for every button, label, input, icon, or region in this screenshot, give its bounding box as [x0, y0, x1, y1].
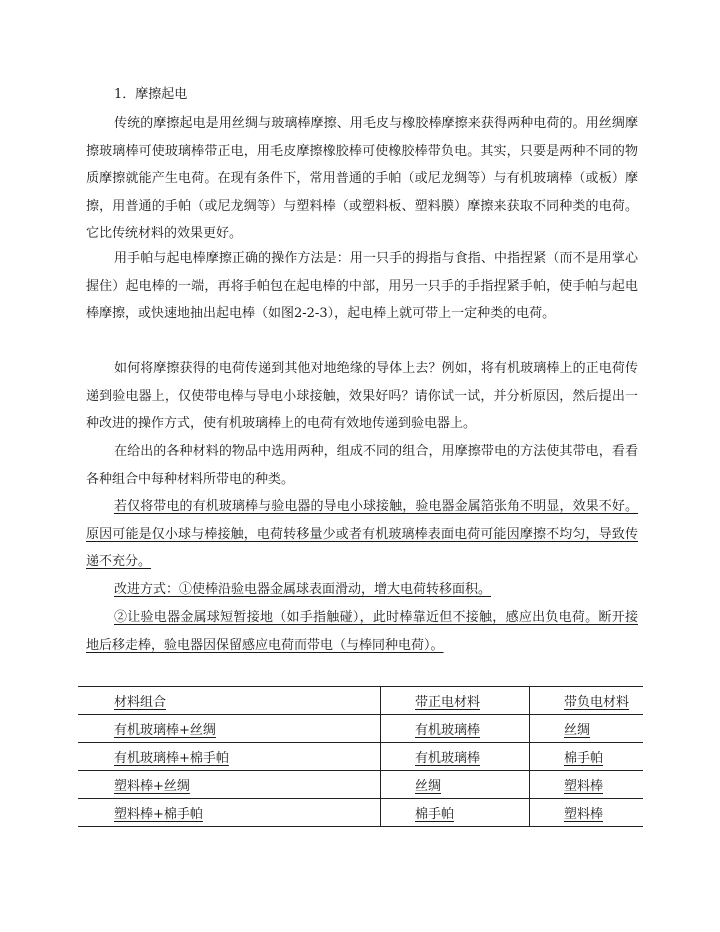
cell-combination: 塑料棒+丝绸 [78, 771, 381, 799]
cell-negative: 塑料棒 [530, 771, 644, 799]
header-positive: 带正电材料 [381, 687, 530, 715]
table-header-row [78, 687, 643, 715]
header-negative: 带负电材料 [530, 687, 644, 715]
cell-combination: 有机玻璃棒+丝绸 [78, 715, 381, 743]
table-row [78, 799, 643, 827]
table-row [78, 743, 643, 771]
cell-positive: 有机玻璃棒 [381, 715, 530, 743]
cell-negative: 塑料棒 [530, 799, 644, 827]
paragraph-charge-transfer-question: 如何将摩擦获得的电荷传递到其他对地绝缘的导体上去？例如，将有机玻璃棒上的正电荷传递到验电器上，仅使带电棒与导电小球接触，效果好吗？请你试一试，并分析原因，然后提出一种改进的操作方式，使有机玻璃棒上的电荷有效地传递到验电器上。 [86, 361, 638, 432]
header-combination: 材料组合 [78, 687, 381, 715]
paragraph-material-combination-task: 在给出的各种材料的物品中选用两种，组成不同的组合，用摩擦带电的方法使其带电，看看各种组合中每种材料所带电的种类。 [86, 444, 638, 487]
cell-negative: 棉手帕 [530, 743, 644, 771]
cell-positive: 丝绸 [381, 771, 530, 799]
answer-improvement-1: 改进方式：①使棒沿验电器金属球表面滑动，增大电荷转移面积。 [114, 582, 492, 597]
table-row [78, 771, 643, 799]
answer-improvement-2: ②让验电器金属球短暂接地（如手指触碰），此时棒靠近但不接触，感应出负电荷。断开接地后移走棒，验电器因保留感应电荷而带电（与棒同种电荷）。 [86, 610, 638, 653]
cell-negative: 丝绸 [530, 715, 644, 743]
cell-positive: 棉手帕 [381, 799, 530, 827]
table-row [78, 715, 643, 743]
paragraph-operation-method: 用手帕与起电棒摩擦正确的操作方法是：用一只手的拇指与食指、中指捏紧（而不是用掌心握住）起电棒的一端，再将手帕包在起电棒的中部，用另一只手的手指捏紧手帕，使手帕与起电棒摩擦，或快速地抽出起电棒（如图2-2-3），起电棒上就可带上一定种类的电荷。 [86, 251, 638, 322]
results-table [78, 686, 643, 827]
paragraph-traditional-friction: 传统的摩擦起电是用丝绸与玻璃棒摩擦、用毛皮与橡胶棒摩擦来获得两种电荷的。用丝绸摩擦玻璃棒可使玻璃棒带正电，用毛皮摩擦橡胶棒可使橡胶棒带负电。其实，只要是两种不同的物质摩擦就能产生电荷。在现有条件下，常用普通的手帕（或尼龙绸等）与有机玻璃棒（或板）摩擦，用普通的手帕（或尼龙绸等）与塑料棒（或塑料板、塑料膜）摩擦来获取不同种类的电荷。它比传统材料的效果更好。 [86, 116, 638, 242]
answer-analysis: 若仅将带电的有机玻璃棒与验电器的导电小球接触，验电器金属箔张角不明显，效果不好。原因可能是仅小球与棒接触，电荷转移量少或者有机玻璃棒表面电荷可能因摩擦不均匀，导致传递不充分。 [86, 499, 638, 570]
cell-combination: 有机玻璃棒+棉手帕 [78, 743, 381, 771]
cell-positive: 有机玻璃棒 [381, 743, 530, 771]
cell-combination: 塑料棒+棉手帕 [78, 799, 381, 827]
section-heading: 1．摩擦起电 [114, 87, 188, 102]
